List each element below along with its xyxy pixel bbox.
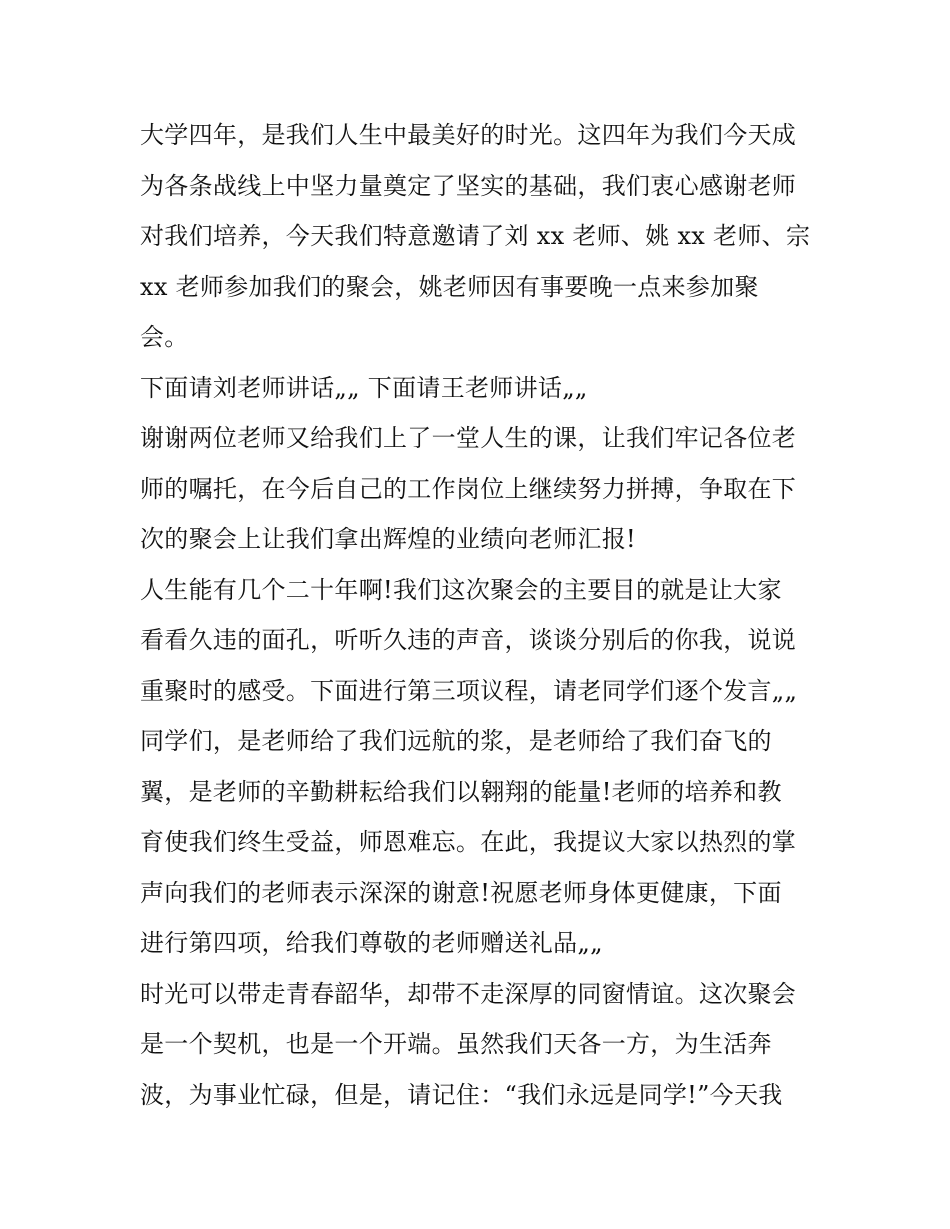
text-line: 谢谢两位老师又给我们上了一堂人生的课，让我们牢记各位老 [140,424,797,452]
text-line: 进行第四项，给我们尊敬的老师赠送礼品„„ [140,929,603,957]
text-line: 声向我们的老师表示深深的谢意!祝愿老师身体更健康，下面 [140,878,782,907]
document-body [140,110,820,1120]
text-line: 是一个契机，也是一个开端。虽然我们天各一方，为生活奔 [140,1030,772,1058]
text-line: 波，为事业忙碌，但是，请记住：“我们永远是同学!”今天我 [140,1080,783,1109]
text-line: 师的嘱托，在今后自己的工作岗位上继续努力拼搏，争取在下 [140,474,797,503]
text-line: 次的聚会上让我们拿出辉煌的业绩向老师汇报! [140,525,636,553]
text-line: 大学四年，是我们人生中最美好的时光。这四年为我们今天成 [140,121,797,149]
text-line: 同学们，是老师给了我们远航的浆，是老师给了我们奋飞的 [140,727,772,755]
text-line: 翼，是老师的辛勤耕耘给我们以翱翔的能量!老师的培养和教 [140,777,782,806]
text-line: xx 老师参加我们的聚会，姚老师因有事要晚一点来参加聚 [140,272,759,301]
text-line: 看看久违的面孔，听听久违的声音，谈谈分别后的你我，说说 [140,626,797,654]
text-line: 育使我们终生受益，师恩难忘。在此，我提议大家以热烈的掌 [140,828,797,856]
text-line: 会。 [140,323,189,351]
text-line: 人生能有几个二十年啊!我们这次聚会的主要目的就是让大家 [140,575,782,604]
text-line: 重聚时的感受。下面进行第三项议程，请老同学们逐个发言„„ [140,676,798,705]
text-line: 下面请刘老师讲话„„ 下面请王老师讲话„„ [140,373,588,402]
text-line: 对我们培养，今天我们特意邀请了刘 xx 老师、姚 xx 老师、宗 [140,222,811,250]
text-line: 时光可以带走青春韶华，却带不走深厚的同窗情谊。这次聚会 [140,979,797,1008]
text-line: 为各条战线上中坚力量奠定了坚实的基础，我们衷心感谢老师 [140,171,797,200]
